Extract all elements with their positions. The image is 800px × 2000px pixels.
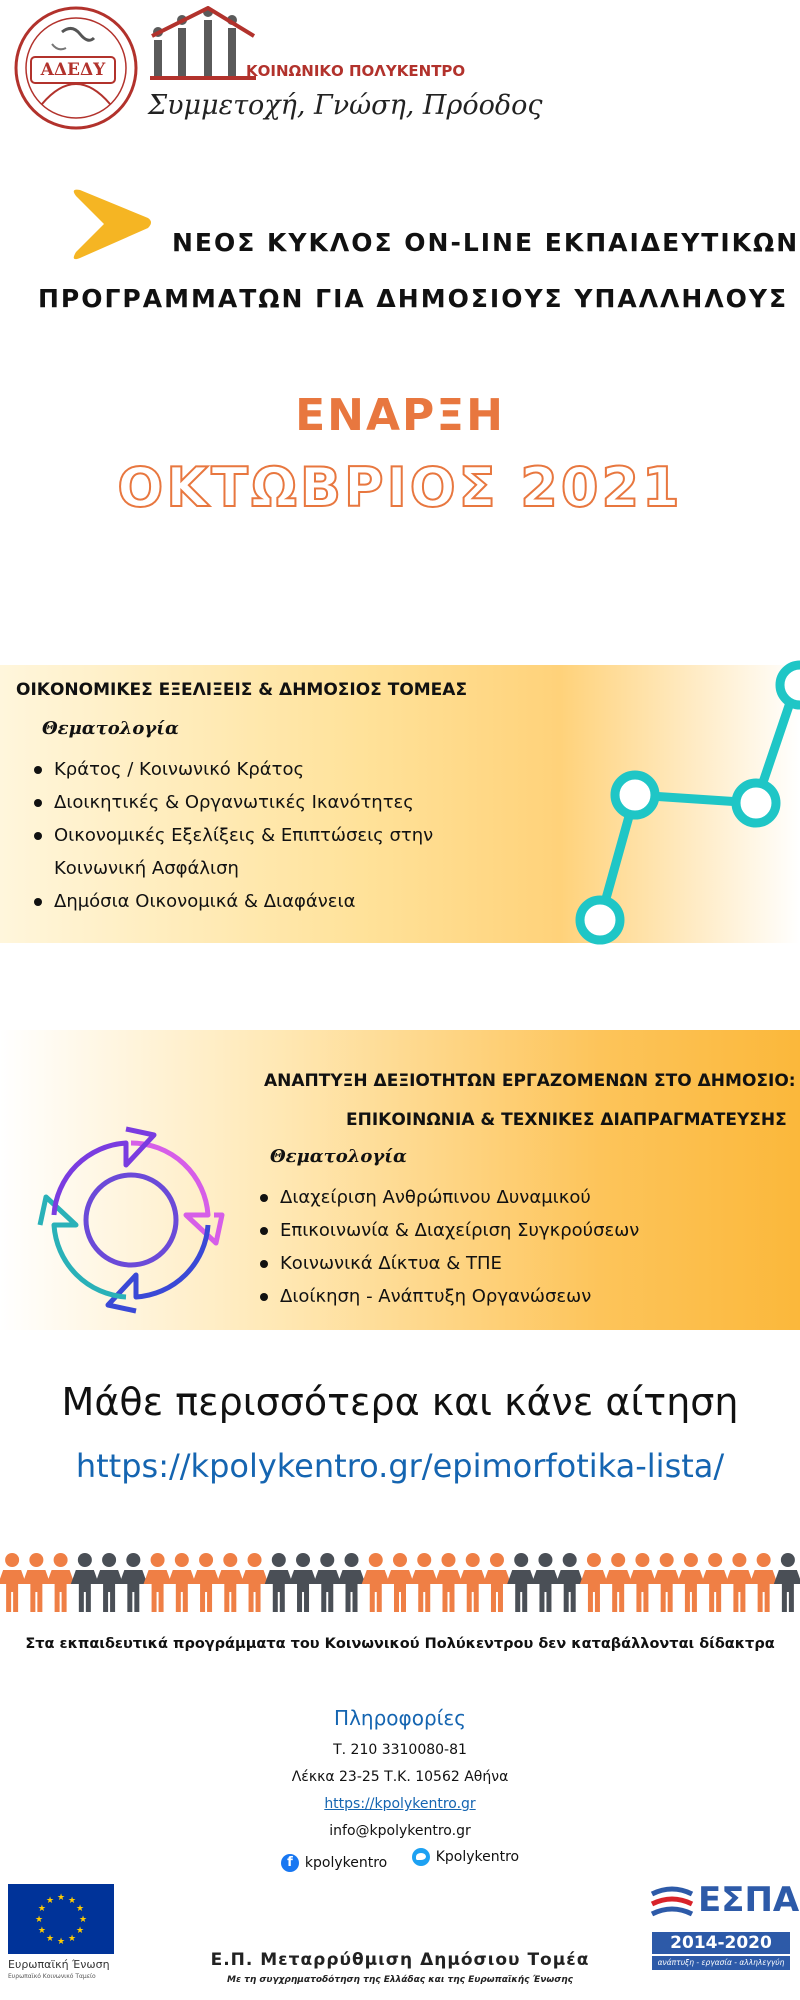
person-icon (774, 1553, 800, 1612)
polykentro-people-icon (148, 6, 258, 84)
section-2-heading-line-1: ΑΝΑΠΤΥΞΗ ΔΕΞΙΟΤΗΤΩΝ ΕΡΓΑΖΟΜΕΝΩΝ ΣΤΟ ΔΗΜΟΣΙΟ: (264, 1071, 796, 1091)
start-date: ΟΚΤΩΒΡΙΟΣ 2021 (117, 456, 683, 519)
person-icon (192, 1553, 220, 1612)
eu-star-icon: ★ (76, 1904, 85, 1914)
section-1-heading: ΟΙΚΟΝΟΜΙΚΕΣ ΕΞΕΛΙΞΕΙΣ & ΔΗΜΟΣΙΟΣ ΤΟΜΕΑΣ (16, 680, 468, 700)
eu-flag-logo (8, 1884, 114, 1954)
eu-label: Ευρωπαϊκή Ένωση (8, 1958, 110, 1971)
person-icon (653, 1553, 681, 1612)
start-label: ΕΝΑΡΞΗ (295, 390, 505, 441)
twitter-icon (412, 1848, 430, 1866)
bullet-icon (34, 898, 42, 906)
person-icon (338, 1553, 366, 1612)
person-icon (701, 1553, 729, 1612)
espa-years: 2014-2020 (670, 1933, 772, 1953)
person-icon (241, 1553, 269, 1612)
twitter-link[interactable]: Kpolykentro (412, 1848, 519, 1866)
info-title: Πληροφορίες (334, 1706, 466, 1730)
bullet-icon (34, 799, 42, 807)
list-item: Οικονομικές Εξελίξεις & Επιπτώσεις στην Κοινωνική Ασφάλιση (34, 819, 433, 885)
info-website-row (0, 1796, 800, 1812)
brand-name: ΚΟΙΝΩΝΙΚΟ ΠΟΛΥΚΕΝΤΡΟ (246, 62, 466, 80)
people-row-illustration (0, 1552, 800, 1614)
bullet-icon (34, 832, 42, 840)
cycle-arrows-icon (36, 1125, 226, 1315)
person-icon (556, 1553, 584, 1612)
person-icon (531, 1553, 559, 1612)
website-link[interactable]: https://kpolykentro.gr (324, 1796, 476, 1812)
chevron-arrow-icon (66, 188, 156, 266)
bullet-icon (260, 1194, 268, 1202)
person-icon (95, 1553, 123, 1612)
eu-star-icon: ★ (45, 1934, 55, 1945)
cta-text: Μάθε περισσότερα και κάνε αίτηση (61, 1380, 739, 1424)
eu-star-icon: ★ (76, 1926, 85, 1936)
eu-sub-label: Ευρωπαϊκό Κοινωνικό Ταμείο (8, 1973, 96, 1980)
person-icon (483, 1553, 511, 1612)
person-icon (119, 1553, 147, 1612)
list-item: Επικοινωνία & Διαχείριση Συγκρούσεων (260, 1214, 639, 1247)
person-icon (168, 1553, 196, 1612)
person-icon (313, 1553, 341, 1612)
espa-logo (648, 1880, 800, 1972)
section-2-subheading: Θεματολογία (270, 1146, 407, 1167)
person-icon (507, 1553, 535, 1612)
person-icon (144, 1553, 172, 1612)
list-item: Διοίκηση - Ανάπτυξη Οργανώσεων (260, 1280, 639, 1313)
eu-star-icon: ★ (34, 1915, 44, 1925)
eu-star-icon: ★ (45, 1895, 55, 1906)
program-subtitle: Με τη συγχρηματοδότηση της Ελλάδας και της Ευρωπαϊκής Ένωσης (227, 1975, 573, 1985)
person-icon (459, 1553, 487, 1612)
person-icon (628, 1553, 656, 1612)
person-icon (750, 1553, 778, 1612)
facebook-icon: f (281, 1854, 299, 1872)
section-2-heading-line-2: ΕΠΙΚΟΙΝΩΝΙΑ & ΤΕΧΝΙΚΕΣ ΔΙΑΠΡΑΓΜΑΤΕΥΣΗΣ (346, 1110, 787, 1130)
eu-star-icon: ★ (67, 1895, 77, 1906)
bullet-icon (260, 1293, 268, 1301)
person-icon (265, 1553, 293, 1612)
info-address: Λέκκα 23-25 Τ.Κ. 10562 Αθήνα (291, 1769, 509, 1785)
list-item: Κράτος / Κοινωνικό Κράτος (34, 753, 433, 786)
facebook-link[interactable]: f kpolykentro (281, 1854, 387, 1872)
bullet-icon (260, 1227, 268, 1235)
eu-star-icon: ★ (56, 1937, 66, 1947)
person-icon (386, 1553, 414, 1612)
seal-text: ΑΔΕΔΥ (30, 56, 116, 84)
eu-stars-icon (8, 1884, 114, 1954)
person-icon (289, 1553, 317, 1612)
list-item: Διαχείριση Ανθρώπινου Δυναμικού (260, 1181, 639, 1214)
brand-slogan: Συμμετοχή, Γνώση, Πρόοδος (148, 90, 543, 121)
eu-star-icon: ★ (67, 1934, 77, 1945)
section-1-topic-list (34, 753, 433, 918)
list-item: Διοικητικές & Οργανωτικές Ικανότητες (34, 786, 433, 819)
section-2-topic-list (260, 1181, 639, 1313)
person-icon (362, 1553, 390, 1612)
network-nodes-icon (560, 655, 800, 955)
person-icon (22, 1553, 50, 1612)
cta-link[interactable]: https://kpolykentro.gr/epimorfotika-lista/ (75, 1447, 725, 1485)
title-line-1: ΝΕΟΣ ΚΥΚΛΟΣ ON-LINE ΕΚΠΑΙΔΕΥΤΙΚΩΝ (172, 228, 800, 257)
info-email[interactable]: info@kpolykentro.gr (329, 1823, 471, 1839)
program-title: Ε.Π. Μεταρρύθμιση Δημόσιου Τομέα (210, 1950, 590, 1970)
title-line-2: ΠΡΟΓΡΑΜΜΑΤΩΝ ΓΙΑ ΔΗΜΟΣΙΟΥΣ ΥΠΑΛΛΗΛΟΥΣ (38, 284, 789, 313)
info-phone: Τ. 210 3310080-81 (333, 1742, 467, 1758)
bullet-icon (260, 1260, 268, 1268)
person-icon (71, 1553, 99, 1612)
bullet-icon (34, 766, 42, 774)
tuition-notice: Στα εκπαιδευτικά προγράμματα του Κοινωνικού Πολύκεντρου δεν καταβάλλονται δίδακτρα (25, 1636, 775, 1652)
person-icon (410, 1553, 438, 1612)
person-icon (677, 1553, 705, 1612)
eu-star-icon: ★ (37, 1926, 46, 1936)
person-icon (47, 1553, 75, 1612)
list-item: Δημόσια Οικονομικά & Διαφάνεια (34, 885, 433, 918)
person-icon (216, 1553, 244, 1612)
eu-star-icon: ★ (37, 1904, 46, 1914)
person-icon (580, 1553, 608, 1612)
eu-star-icon: ★ (78, 1915, 88, 1925)
eu-star-icon: ★ (56, 1893, 66, 1903)
person-icon (725, 1553, 753, 1612)
person-icon (434, 1553, 462, 1612)
list-item: Κοινωνικά Δίκτυα & ΤΠΕ (260, 1247, 639, 1280)
social-links (0, 1848, 800, 1872)
section-1-subheading: Θεματολογία (42, 718, 179, 739)
espa-label: ΕΣΠΑ (698, 1880, 800, 1920)
espa-tagline: ανάπτυξη - εργασία - αλληλεγγύη (657, 1958, 785, 1967)
person-icon (0, 1553, 26, 1612)
person-icon (604, 1553, 632, 1612)
